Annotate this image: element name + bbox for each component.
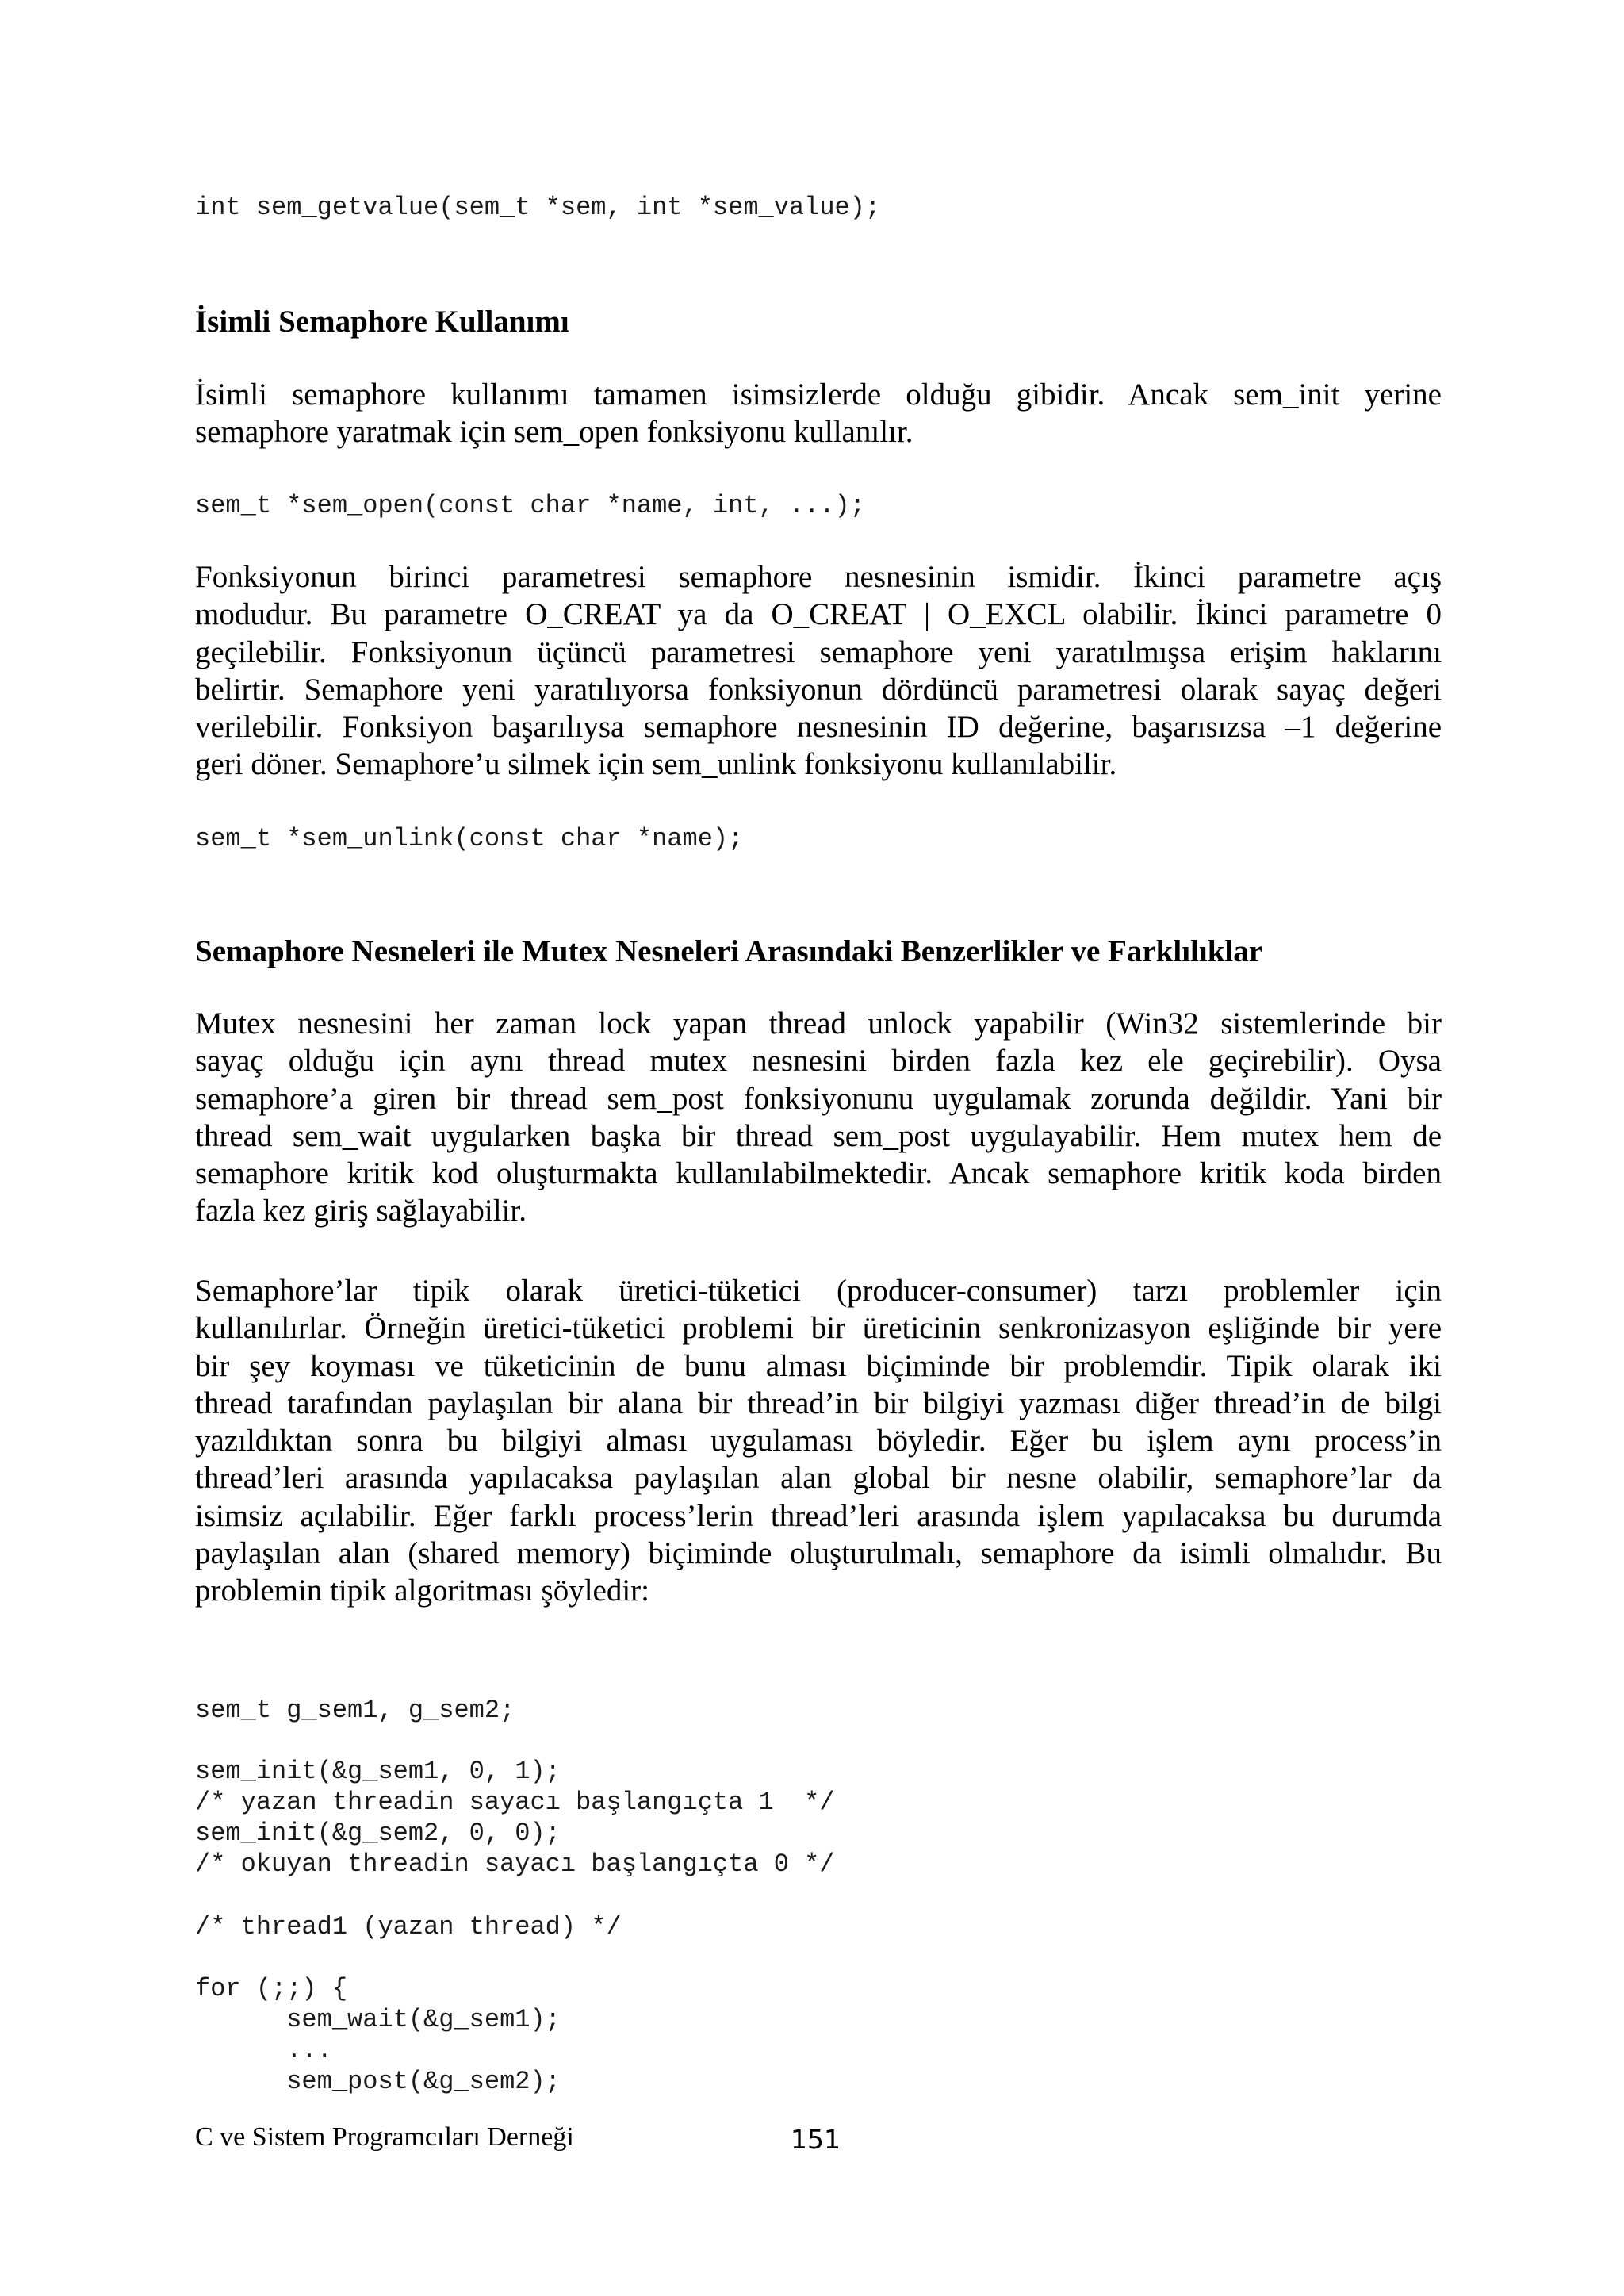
paragraph-semaphore-vs-mutex xyxy=(195,1005,1442,1230)
code-thread1-loop xyxy=(195,1973,561,2097)
text-line: paylaşılan alan (shared memory) biçiminde oluşturulmalı, semaphore da isimli olmalıdır. Bu xyxy=(195,1536,1442,1571)
code-sem-getvalue: int sem_getvalue(sem_t *sem, int *sem_value); xyxy=(195,193,881,222)
text-line: thread tarafından paylaşılan bir alana bir thread’in bir bilgiyi yazması diğer thread’in de bilgi xyxy=(195,1386,1442,1420)
code-line: ... xyxy=(195,2036,332,2065)
code-sem-open: sem_t *sem_open(const char *name, int, ...); xyxy=(195,491,865,520)
code-sem-unlink: sem_t *sem_unlink(const char *name); xyxy=(195,824,744,853)
text-line: semaphore yaratmak için sem_open fonksiyonu kullanılır. xyxy=(195,415,914,450)
page-number: 151 xyxy=(791,2124,841,2155)
code-line: sem_init(&g_sem1, 0, 1); xyxy=(195,1757,561,1786)
text-line: modudur. Bu parametre O_CREAT ya da O_CREAT | O_EXCL olabilir. İkinci parametre 0 xyxy=(195,597,1442,632)
code-semaphore-init-block xyxy=(195,1756,835,1880)
text-line: geçilebilir. Fonksiyonun üçüncü parametresi semaphore yeni yaratılmışsa erişim haklarını xyxy=(195,634,1442,669)
text-line: Mutex nesnesini her zaman lock yapan thread unlock yapabilir (Win32 sistemlerinde bir xyxy=(195,1006,1442,1041)
text-line: semaphore kritik kod oluşturmakta kullanılabilmektedir. Ancak semaphore kritik koda birden xyxy=(195,1156,1442,1191)
heading-named-semaphore: İsimli Semaphore Kullanımı xyxy=(195,305,569,339)
text-line: thread sem_wait uygularken başka bir thread sem_post uygulayabilir. Hem mutex hem de xyxy=(195,1118,1442,1153)
heading-semaphore-vs-mutex: Semaphore Nesneleri ile Mutex Nesneleri Arasındaki Benzerlikler ve Farklılıklar xyxy=(195,934,1263,968)
code-thread1-comment: /* thread1 (yazan thread) */ xyxy=(195,1912,622,1941)
text-line: verilebilir. Fonksiyon başarılıysa semaphore nesnesinin ID değerine, başarısızsa –1 değerine xyxy=(195,710,1442,745)
text-line: belirtir. Semaphore yeni yaratılıyorsa fonksiyonun dördüncü parametresi olarak sayaç değeri xyxy=(195,672,1442,707)
text-line: bir şey koyması ve tüketicinin de bunu alması biçiminde bir problemdir. Tipik olarak iki xyxy=(195,1348,1442,1383)
code-line: sem_post(&g_sem2); xyxy=(195,2067,561,2096)
text-line: Semaphore’lar tipik olarak üretici-tüketici (producer-consumer) tarzı problemler için xyxy=(195,1274,1442,1308)
text-line: problemin tipik algoritması şöyledir: xyxy=(195,1573,650,1608)
code-line: sem_init(&g_sem2, 0, 0); xyxy=(195,1819,561,1848)
code-line: sem_wait(&g_sem1); xyxy=(195,2005,561,2034)
text-line: geri döner. Semaphore’u silmek için sem_unlink fonksiyonu kullanılabilir. xyxy=(195,747,1117,782)
paragraph-named-semaphore xyxy=(195,376,1442,451)
text-line: yazıldıktan sonra bu bilgiyi alması uygulaması böyledir. Eğer bu işlem aynı process’in xyxy=(195,1424,1442,1458)
code-semaphore-declaration: sem_t g_sem1, g_sem2; xyxy=(195,1696,515,1725)
text-line: isimsiz açılabilir. Eğer farklı process’lerin thread’leri arasında işlem yapılacaksa bu durumda xyxy=(195,1498,1442,1533)
text-line: thread’leri arasında yapılacaksa paylaşılan alan global bir nesne olabilir, semaphore’lar da xyxy=(195,1461,1442,1496)
text-line: semaphore’a giren bir thread sem_post fonksiyonunu uygulamak zorunda değildir. Yani bir xyxy=(195,1081,1442,1116)
code-line: /* yazan threadin sayacı başlangıçta 1 */ xyxy=(195,1788,835,1817)
text-line: fazla kez giriş sağlayabilir. xyxy=(195,1194,527,1228)
paragraph-producer-consumer xyxy=(195,1272,1442,1610)
text-line: sayaç olduğu için aynı thread mutex nesnesini birden fazla kez ele geçirebilir). Oysa xyxy=(195,1044,1442,1079)
text-line: Fonksiyonun birinci parametresi semaphore nesnesinin ismidir. İkinci parametre açış xyxy=(195,560,1442,594)
paragraph-sem-open xyxy=(195,558,1442,784)
text-line: kullanılırlar. Örneğin üretici-tüketici problemi bir üreticinin senkronizasyon eşliğinde bir yere xyxy=(195,1311,1442,1346)
code-line: for (;;) { xyxy=(195,1974,348,2003)
footer-organization: C ve Sistem Programcıları Derneği xyxy=(195,2122,574,2152)
code-line: /* okuyan threadin sayacı başlangıçta 0 */ xyxy=(195,1849,835,1879)
text-line: İsimli semaphore kullanımı tamamen isimsizlerde olduğu gibidir. Ancak sem_init yerine xyxy=(195,378,1442,412)
